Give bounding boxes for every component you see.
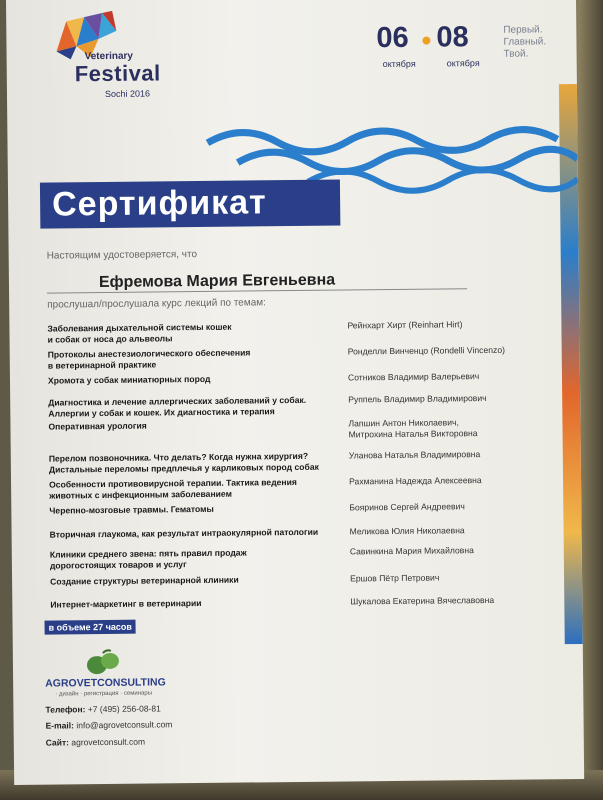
contact-site: Сайт: agrovetconsult.com (45, 736, 146, 748)
course-row (49, 500, 549, 516)
logo-small-text: Veterinary (84, 50, 134, 63)
course-lecturer: Ершов Пётр Петрович (350, 572, 440, 584)
course-row (47, 370, 548, 386)
month-end: октября (446, 58, 480, 69)
festival-dates (374, 21, 515, 72)
course-row (49, 544, 550, 571)
course-topic: Клиники среднего звена: пять правил продаж дорогостоящих товаров и услуг (49, 547, 247, 571)
course-lecturer: Рахманина Надежда Алексеевна (349, 475, 482, 487)
course-lecturer: Меликова Юлия Николаевна (349, 525, 465, 537)
listened-text: прослушал/прослушала курс лекций по темам: (47, 297, 266, 311)
course-lecturer: Уланова Наталья Владимировна (348, 449, 481, 461)
organizer-name: AGROVETCONSULTING (45, 676, 166, 690)
contact-phone: Телефон: +7 (495) 256-08-81 (45, 703, 161, 715)
course-row (50, 571, 550, 587)
date-end: 08 (436, 21, 469, 54)
course-topic: Черепно-мозговые травмы. Гематомы (49, 503, 214, 516)
hours-badge: в объеме 27 часов (45, 620, 137, 635)
course-topic: Протоколы анестезиологического обеспечения в ветеринарной практике (47, 347, 251, 371)
course-lecturer: Лапшин Антон Николаевич, Митрохина Наталья Викторовна (348, 417, 478, 439)
leaf-logo-icon (83, 649, 123, 677)
course-row (48, 448, 549, 475)
course-list (47, 318, 547, 610)
course-row (49, 474, 549, 501)
course-lecturer: Шукалова Екатерина Вячеславовна (350, 594, 495, 607)
course-topic: Оперативная урология (48, 420, 147, 432)
course-row (47, 344, 548, 371)
course-lecturer: Бояринов Сергей Андреевич (349, 501, 465, 513)
logo-subtitle: Sochi 2016 (104, 88, 151, 99)
course-topic: Интернет-маркетинг в ветеринарии (50, 597, 202, 610)
organizer-tagline: · дизайн · регистрация · семинары (55, 690, 153, 698)
date-start: 06 (376, 21, 409, 55)
month-start: октября (382, 58, 416, 70)
course-row (50, 594, 550, 610)
organizer-logo (45, 648, 186, 704)
course-topic: Заболевания дыхательной системы кошек и собак от носа до альвеолы (47, 321, 232, 345)
course-row (47, 318, 547, 345)
course-row (49, 524, 550, 540)
course-topic: Хромота у собак миниатюрных пород (47, 373, 211, 386)
course-topic: Перелом позвоночника. Что делать? Когда нужна хирургия? Дистальные переломы предплечья у карликовых пород собак (48, 450, 319, 475)
recipient-name: Ефремова Мария Евгеньевна (98, 271, 336, 292)
course-topic: Диагностика и лечение аллергических заболеваний у собак. Аллергии у собак и кошек. Их диагностика и терапия (48, 394, 307, 419)
course-row (48, 392, 548, 419)
certificate-paper (6, 0, 584, 785)
course-lecturer: Сотников Владимир Валерьевич (347, 371, 480, 383)
festival-tagline: Первый. Главный. Твой. (503, 24, 547, 60)
course-lecturer: Ронделли Винченцо (Rondelli Vincenzo) (347, 344, 505, 357)
certificate-title: Сертификат (51, 183, 267, 224)
course-topic: Вторичная глаукома, как результат интраокулярной патологии (49, 526, 319, 540)
contact-email: E-mail: info@agrovetconsult.com (45, 719, 173, 731)
course-lecturer: Руппель Владимир Владимирович (348, 392, 487, 405)
certify-text: Настоящим удостоверяется, что (46, 249, 198, 262)
course-topic: Создание структуры ветеринарной клиники (50, 574, 239, 587)
date-separator-dot (422, 37, 430, 45)
festival-logo (34, 10, 175, 101)
course-lecturer: Савинкина Мария Михайловна (349, 545, 474, 557)
logo-title: Festival (74, 60, 161, 87)
course-lecturer: Рейнхарт Хирт (Reinhart Hirt) (347, 319, 463, 331)
course-topic: Особенности противовирусной терапии. Тактика ведения животных с инфекционным заболеванием (49, 476, 297, 501)
